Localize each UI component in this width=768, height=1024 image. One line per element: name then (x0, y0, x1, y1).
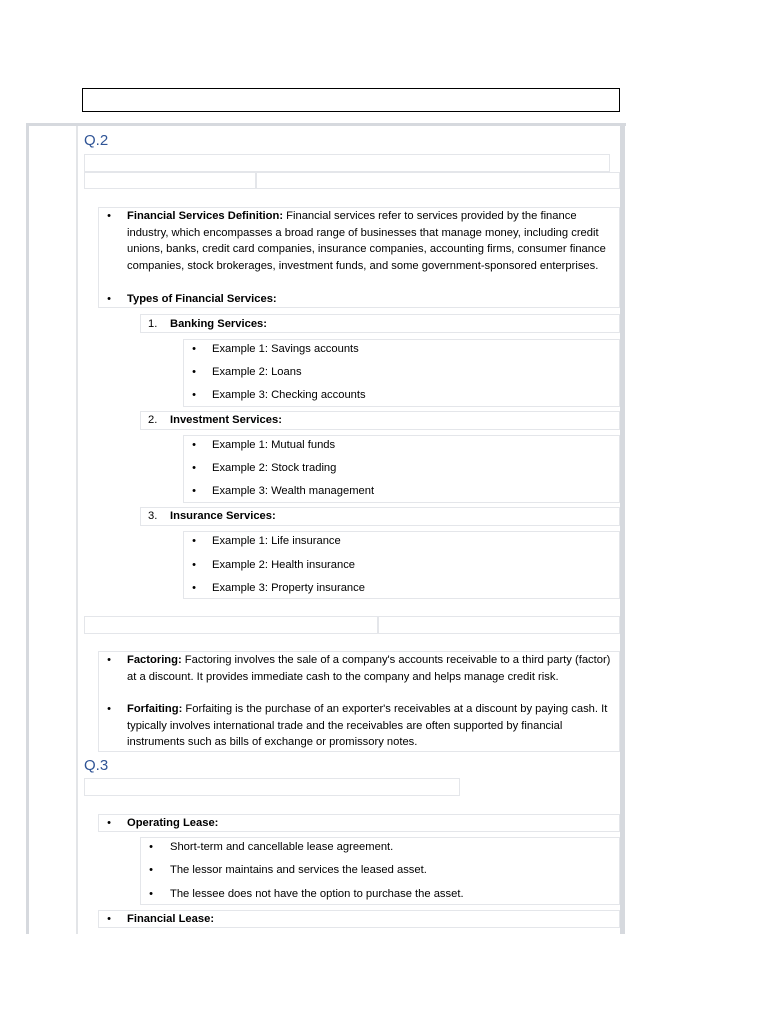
example-item: Example 1: Life insurance (212, 535, 341, 547)
definition-label: Financial Services Definition: (127, 210, 284, 222)
bullet-icon: • (149, 888, 153, 900)
bullet-icon: • (192, 582, 196, 594)
frame-top-line (26, 123, 626, 126)
frame-left-bar (26, 123, 29, 934)
bullet-icon: • (107, 817, 111, 829)
empty-cell (256, 172, 620, 189)
bullet-icon: • (107, 293, 111, 305)
example-item: Example 3: Checking accounts (212, 389, 366, 401)
bullet-icon: • (192, 535, 196, 547)
definition-paragraph (127, 208, 611, 274)
bullet-icon: • (192, 366, 196, 378)
example-item: Example 2: Health insurance (212, 559, 356, 571)
bullet-icon: • (107, 703, 111, 715)
lease-point: The lessee does not have the option to purchase the asset. (170, 888, 464, 900)
frame-inner-left-line (76, 126, 78, 934)
example-item: Example 1: Savings accounts (212, 343, 359, 355)
example-item: Example 3: Property insurance (212, 582, 365, 594)
example-item: Example 1: Mutual funds (212, 439, 336, 451)
empty-field (84, 778, 460, 796)
lease-point: Short-term and cancellable lease agreement. (170, 841, 394, 853)
empty-cell (84, 172, 256, 189)
q3-heading: Q.3 (84, 757, 109, 774)
type-number: 2. (148, 414, 158, 426)
empty-cell (84, 616, 378, 634)
bullet-icon: • (149, 841, 153, 853)
type-title: Investment Services: (170, 414, 282, 426)
empty-field (84, 154, 610, 172)
financial-lease-label: Financial Lease: (127, 913, 215, 925)
bullet-icon: • (192, 485, 196, 497)
definition-text: Financial services refer to services provided by the finance industry, which encompasses a broad range of businesses that manage money, including credit unions, banks, credit card companies, insurance companies, accounting firms, consumer finance companies, stock brokerages, investment funds, and some government-sponsored enterprises. (127, 210, 606, 272)
bullet-icon: • (192, 462, 196, 474)
q2-heading: Q.2 (84, 132, 109, 149)
example-item: Example 2: Loans (212, 366, 302, 378)
type-title: Banking Services: (170, 318, 268, 330)
bullet-icon: • (192, 559, 196, 571)
bullet-icon: • (107, 210, 111, 222)
bullet-icon: • (192, 343, 196, 355)
forfaiting-paragraph: Forfaiting: Forfaiting is the purchase of an exporter's receivables at a discount by paying cash. It typically involves international trade and the receivables are often supported by financial instruments such as bills of exchange or promissory notes. (127, 703, 608, 748)
bullet-icon: • (192, 389, 196, 401)
bullet-icon: • (149, 864, 153, 876)
example-item: Example 2: Stock trading (212, 462, 337, 474)
bullet-icon: • (107, 654, 111, 666)
type-number: 1. (148, 318, 158, 330)
type-number: 3. (148, 510, 158, 522)
example-item: Example 3: Wealth management (212, 485, 375, 497)
frame-right-bar (620, 123, 625, 934)
type-title: Insurance Services: (170, 510, 276, 522)
lease-point: The lessor maintains and services the leased asset. (170, 864, 427, 876)
header-box (82, 88, 620, 112)
bullet-icon: • (192, 439, 196, 451)
operating-lease-label: Operating Lease: (127, 817, 219, 829)
bullet-icon: • (107, 913, 111, 925)
factoring-paragraph: Factoring: Factoring involves the sale of a company's accounts receivable to a third party (factor) at a discount. It provides immediate cash to the company and helps manage credit risk. (127, 654, 611, 683)
empty-cell (378, 616, 620, 634)
types-label: Types of Financial Services: (127, 293, 277, 305)
